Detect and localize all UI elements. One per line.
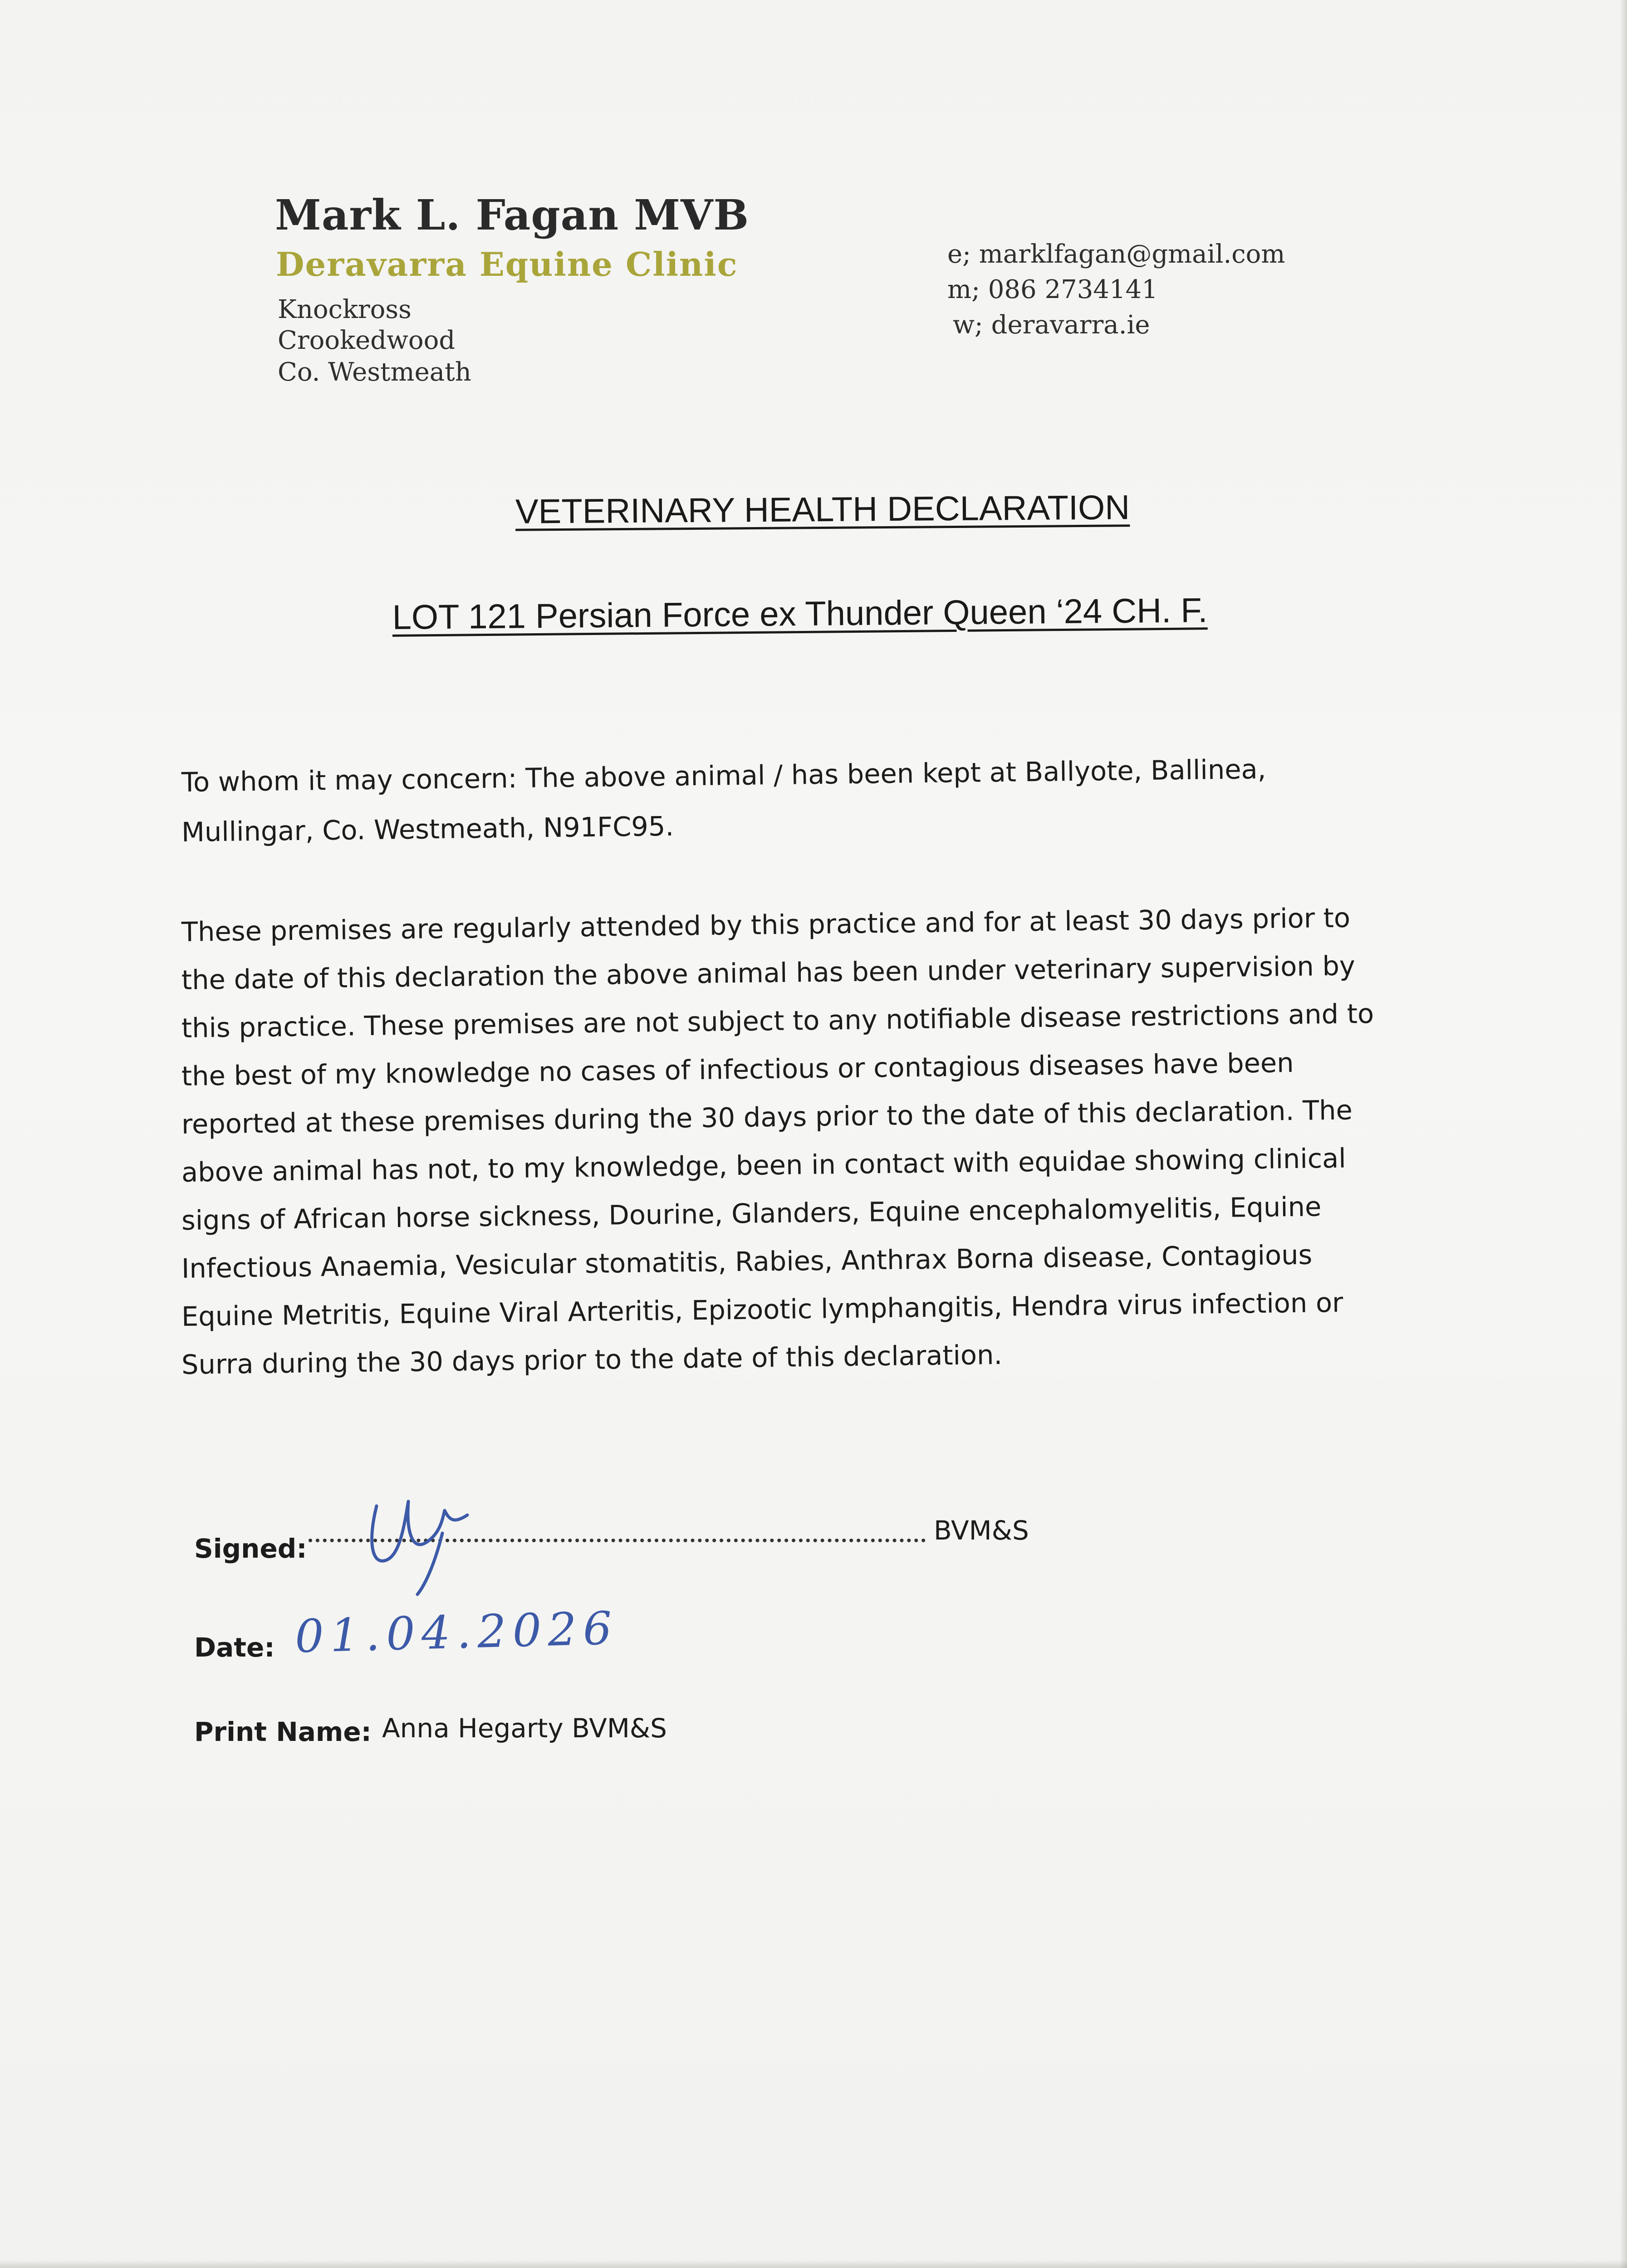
page-bottom-edge [0,2260,1627,2268]
lot-title: LOT 121 Persian Force ex Thunder Queen ‘24 CH. F. [392,591,1208,637]
body-text-line: the best of my knowledge no cases of infectious or contagious diseases have been [181,1047,1294,1092]
body-text-line: the date of this declaration the above animal has been under veterinary supervision by [181,950,1356,996]
letterhead-clinic: Deravarra Equine Clinic [276,245,738,284]
body-text-line: To whom it may concern: The above animal / has been kept at Ballyote, Ballinea, [181,753,1266,798]
body-text-line: Surra during the 30 days prior to the date of this declaration. [181,1339,1003,1380]
document-title: VETERINARY HEALTH DECLARATION [515,488,1130,531]
signed-qualification: BVM&S [934,1515,1029,1546]
body-text-line: this practice. These premises are not subject to any notifiable disease restrictions and to [181,997,1374,1044]
body-text-line: Mullingar, Co. Westmeath, N91FC95. [181,810,674,848]
body-text-line: Infectious Anaemia, Vesicular stomatitis, Rabies, Anthrax Borna disease, Contagious [181,1239,1313,1284]
letterhead-mobile: m; 086 2734141 [947,275,1158,304]
body-text-line: above animal has not, to my knowledge, been in contact with equidae showing clinical [181,1142,1347,1188]
body-text-line: reported at these premises during the 30 days prior to the date of this declaration. The [181,1094,1353,1140]
body-text-line: These premises are regularly attended by this practice and for at least 30 days prior to [181,902,1351,948]
print-name-value: Anna Hegarty BVM&S [382,1713,667,1744]
print-name-label: Print Name: [194,1716,372,1747]
letterhead-email: e; marklfagan@gmail.com [947,240,1285,269]
letterhead-address-line: Crookedwood [278,326,456,355]
letterhead-website: w; deravarra.ie [953,310,1150,340]
handwritten-signature [358,1492,485,1601]
letterhead-address-line: Co. Westmeath [278,357,471,387]
body-text-line: Equine Metritis, Equine Viral Arteritis, Epizootic lymphangitis, Hendra virus infection or [181,1286,1343,1332]
letterhead-name: Mark L. Fagan MVB [275,191,750,240]
signed-label: Signed: [194,1533,307,1564]
page-edge-shadow [1620,0,1627,2268]
letterhead-address-line: Knockross [278,295,412,324]
handwritten-date: 01.04.2026 [294,1601,619,1663]
body-text-line: signs of African horse sickness, Dourine, Glanders, Equine encephalomyelitis, Equine [181,1191,1322,1236]
date-label: Date: [194,1632,275,1663]
